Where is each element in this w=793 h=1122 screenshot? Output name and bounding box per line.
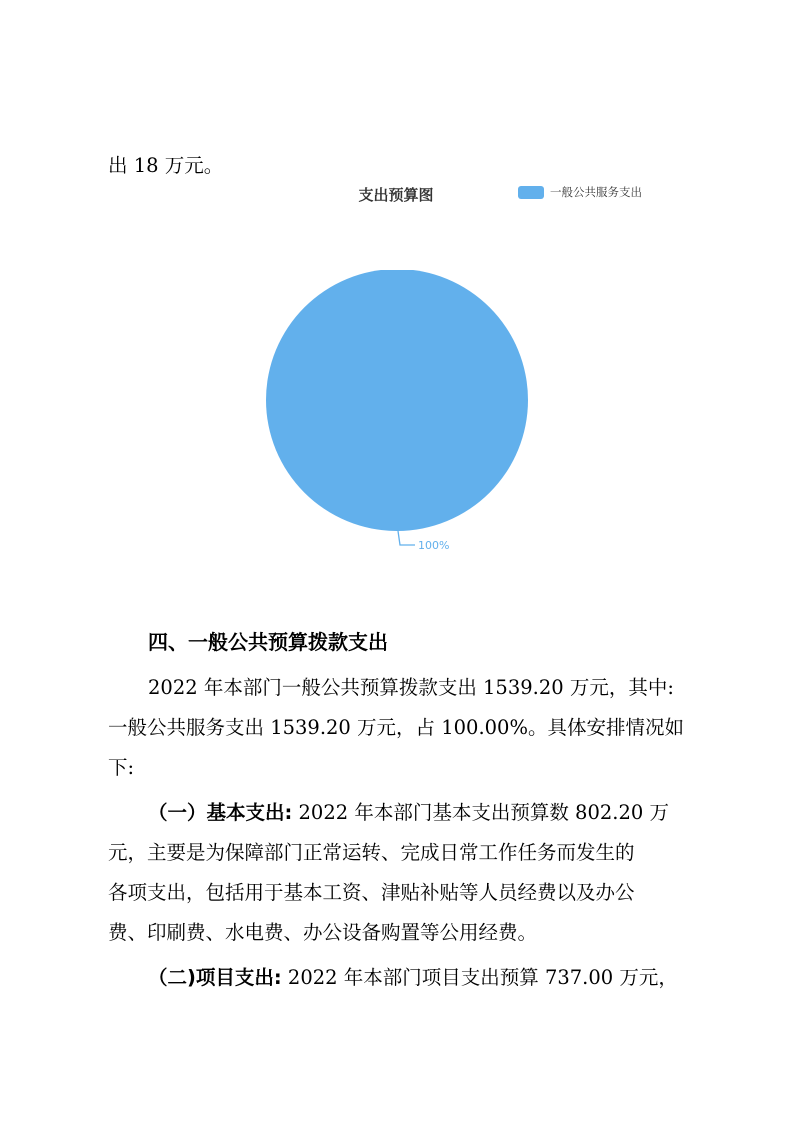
pie-data-label: 100%	[418, 539, 450, 552]
chart-legend	[518, 184, 642, 200]
pie-chart	[250, 270, 550, 560]
data-label-leader-line	[398, 531, 415, 545]
basic-expense-text: 2022 年本部门基本支出预算数 802.20 万	[292, 801, 669, 824]
para1-line1: 2022 年本部门一般公共预算拨款支出 1539.20 万元，其中:	[148, 676, 674, 699]
legend-label: 一般公共服务支出	[550, 185, 642, 199]
section-heading: 四、一般公共预算拨款支出	[148, 630, 388, 654]
project-expense-text: 2022 年本部门项目支出预算 737.00 万元，	[281, 966, 678, 989]
lead-line: 出 18 万元。	[108, 154, 224, 177]
basic-expense-line3: 各项支出，包括用于基本工资、津贴补贴等人员经费以及办公	[108, 881, 635, 904]
basic-expense-line2: 元，主要是为保障部门正常运转、完成日常工作任务而发生的	[108, 841, 635, 864]
legend-swatch	[518, 186, 544, 199]
basic-expense-line4: 费、印刷费、水电费、办公设备购置等公用经费。	[108, 921, 538, 944]
para1-line2: 一般公共服务支出 1539.20 万元，占 100.00%。具体安排情况如	[108, 716, 684, 739]
basic-expense-label: （一）基本支出:	[148, 801, 293, 824]
project-expense-label: （二)项目支出:	[148, 966, 282, 989]
para1-line3: 下:	[108, 756, 135, 779]
chart-title: 支出预算图	[358, 186, 434, 204]
basic-expense-line1	[148, 797, 726, 825]
project-expense-line1	[148, 962, 726, 990]
pie-slice-general-public-services	[266, 270, 528, 531]
